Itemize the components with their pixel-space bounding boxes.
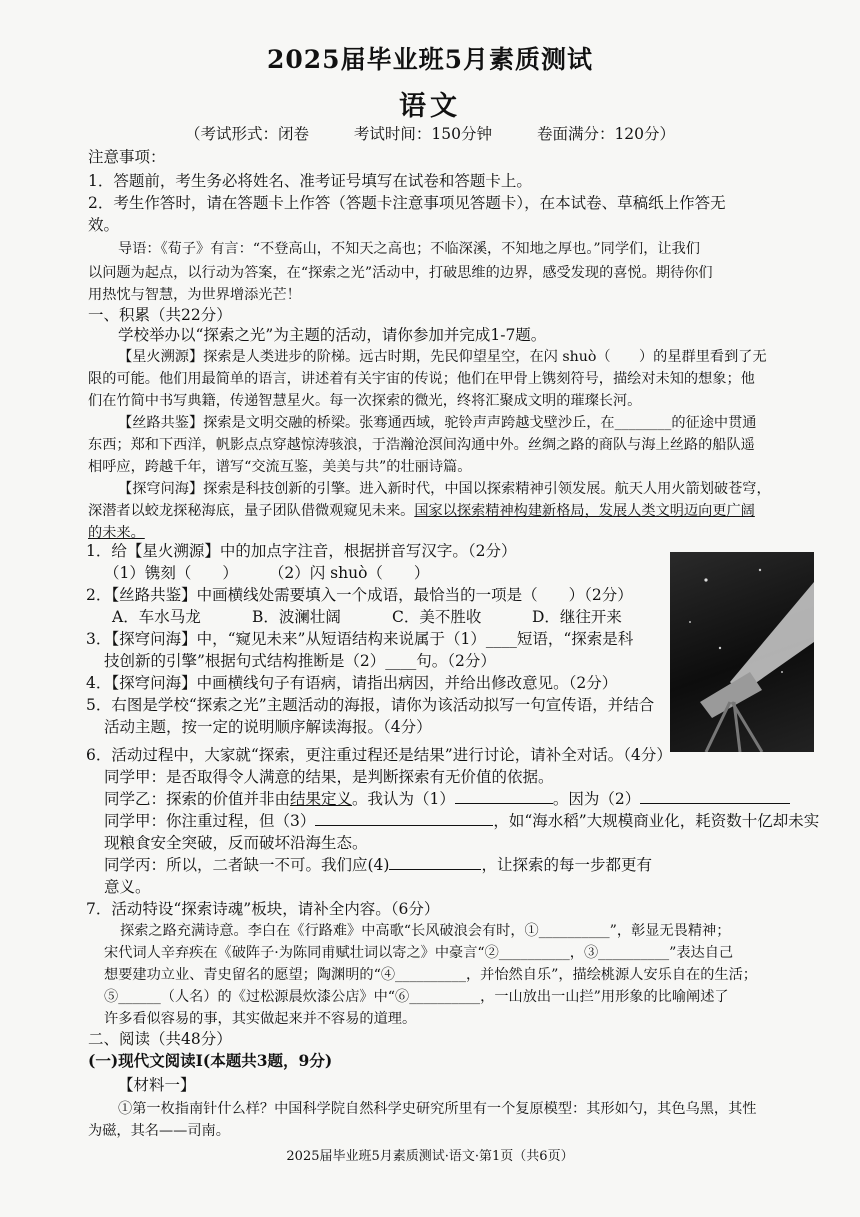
note-1: 1．答题前，考生务必将姓名、准考证号填写在试卷和答题卡上。 — [88, 172, 532, 190]
answer-blank-4[interactable] — [389, 855, 481, 870]
para3-underlined-end: 的未来。 — [88, 525, 145, 541]
question-1-items: （1）镌刻（ ） （2）闪 shuò（ ） — [104, 564, 430, 582]
para3-plain: 深潜者以蛟龙探秘海底，量子团队借微观窥见未来。 — [88, 503, 415, 519]
question-3-cont: 技创新的引擎”根据句式结构推断是（2）____句。（2分） — [104, 652, 496, 670]
intro-line-3: 用热忱与智慧，为世界增添光芒！ — [88, 287, 301, 303]
question-7: 7．活动特设“探索诗魂”板块，请补全内容。（6分） — [86, 900, 440, 918]
q6c-text-1: 同学甲：你注重过程，但（3） — [104, 812, 316, 830]
para3-line-2 — [88, 500, 818, 522]
option-d[interactable]: D．继往开来 — [532, 608, 622, 626]
q6b-underlined: 结果定义 — [290, 790, 353, 808]
question-2-options — [112, 606, 672, 628]
q6e-text-2: ，让探索的每一步都更有 — [481, 856, 652, 874]
para3-underlined: 国家以探索精神构建新格局，发展人类文明迈向更广阔 — [414, 503, 755, 519]
para2-line-1: 【丝路共鉴】探索是文明交融的桥梁。张骞通西域，驼铃声声跨越戈壁沙丘，在________的征途中贯通 — [118, 415, 757, 431]
q6-student-a: 同学甲：是否取得令人满意的结果，是判断探索有无价值的依据。 — [104, 768, 554, 786]
question-5: 5．右图是学校“探索之光”主题活动的海报，请你为该活动拟写一句宣传语，并结合 — [86, 696, 655, 714]
telescope-illustration — [670, 552, 814, 752]
section1-heading: 一、积累（共22分） — [88, 306, 232, 324]
page-footer: 2025届毕业班5月素质测试·语文·第1页（共6页） — [286, 1149, 574, 1164]
q6-student-c — [104, 854, 834, 876]
note-2: 2．考生作答时，请在答题卡上作答（答题卡注意事项见答题卡），在本试卷、草稿纸上作答无 — [88, 194, 726, 212]
intro-line-1: 导语：《荀子》有言：“不登高山，不知天之高也；不临深溪，不知地之厚也。”同学们，让我们 — [118, 241, 700, 257]
para1-line-3: 们在竹简中书写典籍，传递智慧星火。每一次探索的微光，终将汇聚成文明的璀璨长河。 — [88, 393, 642, 409]
q6c-text-2: ，如“海水稻”大规模商业化，耗资数十亿却未实 — [493, 812, 820, 830]
full-score: 卷面满分：120分） — [536, 125, 676, 143]
q7-line-1: 探索之路充满诗意。李白在《行路难》中高歌“长风破浪会有时，①__________”，彰显无畏精神； — [120, 923, 731, 939]
question-6: 6．活动过程中，大家就“探索，更注重过程还是结果”进行讨论，请补全对话。（4分） — [86, 746, 672, 764]
q6-student-b — [104, 788, 834, 810]
answer-blank-1[interactable] — [455, 789, 553, 804]
note-2-cont: 效。 — [88, 216, 120, 234]
q7-line-5: 许多看似容易的事，其实做起来并不容易的道理。 — [104, 1011, 417, 1027]
poster-image — [670, 552, 814, 752]
question-1: 1．给【星火溯源】中的加点字注音，根据拼音写汉字。（2分） — [86, 542, 517, 560]
q6b-text-2: 。我认为（1） — [352, 790, 455, 808]
q6-end: 意义。 — [104, 878, 151, 896]
material-line-1: ①第一枚指南针什么样？中国科学院自然科学史研究所里有一个复原模型：其形如勺，其色乌黑，其性 — [118, 1101, 757, 1117]
answer-blank-2[interactable] — [640, 789, 790, 804]
q7-line-2: 宋代词人辛弃疾在《破阵子·为陈同甫赋壮词以寄之》中豪言“②__________，③__________”表达自己 — [104, 945, 734, 961]
q7-line-3: 想要建功立业、青史留名的愿望；陶渊明的“④__________，并怡然自乐”，描绘桃源人安乐自在的生活； — [104, 967, 757, 983]
section1-lead: 学校举办以“探索之光”为主题的活动，请你参加并完成1-7题。 — [118, 326, 547, 344]
exam-time: 考试时间：150分钟 — [353, 125, 492, 143]
q6e-text-1: 同学丙：所以，二者缺一不可。我们应(4) — [104, 856, 390, 874]
question-4: 4．【探穹问海】中画横线句子有语病，请指出病因，并给出修改意见。（2分） — [86, 674, 618, 692]
q6b-text-3: 。因为（2） — [552, 790, 641, 808]
section2-sub: (一)现代文阅读Ⅰ(本题共3题，9分) — [88, 1051, 333, 1070]
question-3: 3．【探穹问海】中，“窥见未来”从短语结构来说属于（1）____短语，“探索是科 — [86, 630, 634, 648]
section2-heading: 二、阅读（共48分） — [88, 1030, 232, 1048]
para3-line-1: 【探穹问海】探索是科技创新的引擎。进入新时代，中国以探索精神引领发展。航天人用火箭划破苍穹， — [118, 481, 771, 497]
answer-blank-3[interactable] — [315, 811, 493, 826]
q6-cont: 现粮食安全突破，反而破坏沿海生态。 — [104, 834, 368, 852]
question-5-cont: 活动主题，按一定的说明顺序解读海报。（4分） — [104, 718, 432, 736]
exam-info — [0, 122, 860, 144]
q6-student-a-2 — [104, 810, 834, 832]
para1-line-1: 【星火溯源】探索是人类进步的阶梯。远古时期，先民仰望星空，在闪 shuò（ ）的星群里看到了无 — [118, 349, 767, 365]
subject-title: 语文 — [399, 91, 461, 122]
intro-line-2: 以问题为起点，以行动为答案，在“探索之光”活动中，打破思维的边界，感受发现的喜悦。期待你们 — [88, 265, 713, 281]
option-a[interactable]: A．车水马龙 — [112, 608, 201, 626]
para2-line-3: 相呼应，跨越千年，谱写“交流互鉴，美美与共”的壮丽诗篇。 — [88, 459, 472, 475]
q6b-text-1: 同学乙：探索的价值并非由 — [104, 790, 291, 808]
material-line-2: 为磁，其名——司南。 — [88, 1123, 230, 1139]
q7-line-4: ⑤______（人名）的《过松源晨炊漆公店》中“⑥__________，一山放出一山拦”用形象的比喻阐述了 — [104, 989, 729, 1005]
exam-title: 2025届毕业班5月素质测试 — [267, 45, 593, 74]
option-b[interactable]: B．波澜壮阔 — [252, 608, 341, 626]
material-one-label: 【材料一】 — [118, 1076, 196, 1094]
para2-line-2: 东西；郑和下西洋，帆影点点穿越惊涛骇浪，于浩瀚沧溟间沟通中外。丝绸之路的商队与海上丝路的船队遥 — [88, 437, 755, 453]
option-c[interactable]: C．美不胜收 — [392, 608, 482, 626]
para1-line-2: 限的可能。他们用最简单的语言，讲述着有关宇宙的传说；他们在甲骨上镌刻符号，描绘对未知的想象；他 — [88, 371, 755, 387]
exam-form: （考试形式：闭卷 — [184, 125, 309, 143]
question-2: 2．【丝路共鉴】中画横线处需要填入一个成语，最恰当的一项是（ ）（2分） — [86, 586, 633, 604]
notes-heading: 注意事项： — [88, 148, 166, 166]
